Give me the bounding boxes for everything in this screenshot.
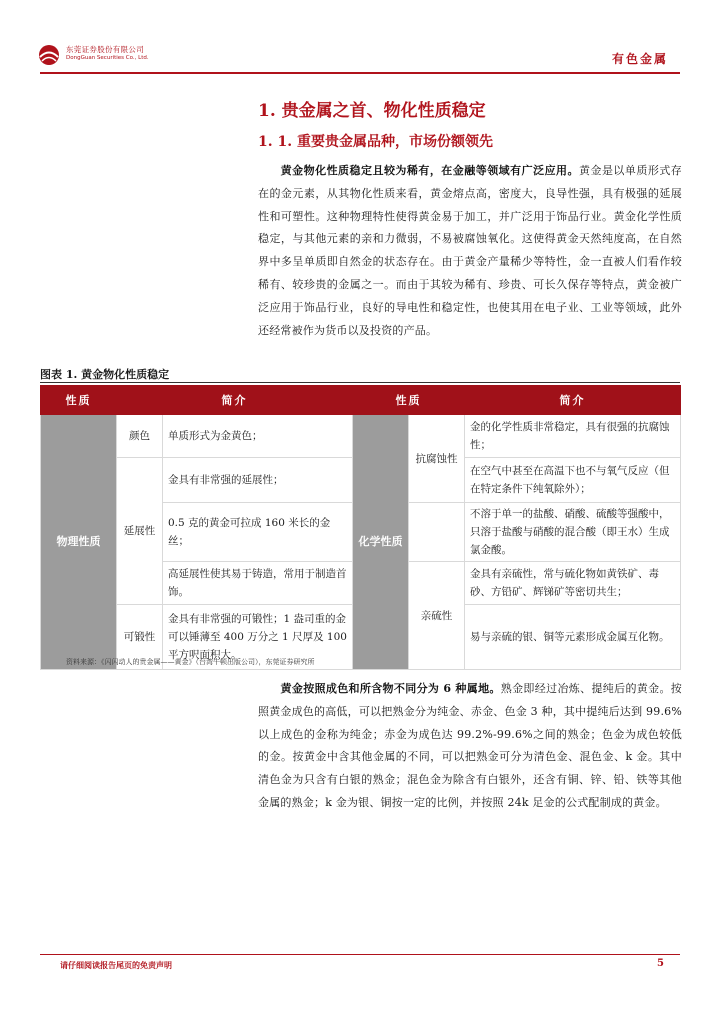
corrosion-desc: 金的化学性质非常稳定，具有很强的抗腐蚀性；	[465, 415, 681, 458]
header-divider	[40, 72, 680, 74]
header-property-right: 性质	[353, 386, 465, 415]
color-label: 颜色	[117, 415, 163, 458]
page-number: 5	[657, 958, 664, 969]
intro-paragraph	[258, 160, 682, 342]
header-desc-left: 简介	[117, 386, 353, 415]
ductility-desc: 0.5 克的黄金可拉成 160 米长的金丝；	[163, 503, 353, 562]
ductility-desc: 高延展性使其易于铸造，常用于制造首饰。	[163, 562, 353, 605]
table-header-row	[41, 386, 681, 415]
corrosion-desc: 不溶于单一的盐酸、硝酸、硫酸等强酸中，只溶于盐酸与硝酸的混合酸（即王水）生成氯金酸。	[465, 503, 681, 562]
properties-table	[40, 385, 681, 670]
company-logo-icon	[36, 42, 62, 68]
page-header	[0, 0, 724, 80]
intro-lead: 黄金物化性质稳定且较为稀有，在金融等领域有广泛应用。	[280, 164, 579, 177]
color-desc: 单质形式为金黄色；	[163, 415, 353, 458]
classification-paragraph	[258, 678, 682, 815]
category-chemical: 化学性质	[353, 415, 409, 670]
sector-label: 有色金属	[611, 52, 668, 66]
figure-divider	[40, 382, 680, 383]
company-name-cn: 东莞证券股份有限公司	[66, 45, 144, 54]
sulfur-label: 亲硫性	[409, 562, 465, 670]
category-physical: 物理性质	[41, 415, 117, 670]
malleability-label: 可锻性	[117, 605, 163, 670]
sulfur-desc: 易与亲硫的银、铜等元素形成金属互化物。	[465, 605, 681, 670]
ductility-desc: 金具有非常强的延展性；	[163, 458, 353, 503]
sulfur-desc: 金具有亲硫性，常与硫化物如黄铁矿、毒砂、方铅矿、辉锑矿等密切共生；	[465, 562, 681, 605]
section-heading: 1. 贵金属之首、物化性质稳定	[258, 101, 486, 121]
classification-body: 熟金即经过冶炼、提纯后的黄金。按照黄金成色的高低，可以把熟金分为纯金、赤金、色金 3 种，其中提纯后达到 99.6%以上成色的金称为纯金；赤金为成色达 99.2%-99.6%之间的熟金；色金为成色较低的金。按黄金中含其他金属的不同，可以把熟金可分为清色金、混色金、k 金。其中清色金为只含有白银的熟金；混色金为除含有白银外，还含有铜、锌、铅、铁等其他金属的熟金；k 金为银、铜按一定的比例，并按照 24k 足金的公式配制成的黄金。	[258, 682, 682, 809]
table-row	[41, 415, 681, 458]
intro-body: 黄金是以单质形式存在的金元素，从其物化性质来看，黄金熔点高，密度大，良导性强，具有极强的延展性和可塑性。这种物理特性使得黄金易于加工，并广泛用于饰品行业。黄金化学性质稳定，与其他元素的亲和力微弱，不易被腐蚀氧化。这使得黄金天然纯度高，在自然界中多呈单质即自然金的状态存在。由于黄金产量稀少等特性，金一直被人们看作较稀有、较珍贵的金属之一。而由于其较为稀有、珍贵、可长久保存等特点，黄金被广泛应用于饰品行业，良好的导电性和稳定性，也使其用在电子业、工业等领域，此外还经常被作为货币以及投资的产品。	[258, 164, 682, 337]
disclaimer-note: 请仔细阅读报告尾页的免责声明	[60, 960, 172, 970]
corrosion-label: 抗腐蚀性	[409, 415, 465, 503]
figure-source: 资料来源：《闪闪动人的贵金属——黄金》（台湾牛顿出版公司），东莞证券研究所	[66, 658, 315, 666]
corrosion-desc: 在空气中甚至在高温下也不与氧气反应（但在特定条件下纯氧除外）；	[465, 458, 681, 503]
subsection-heading: 1. 1. 重要贵金属品种，市场份额领先	[258, 134, 493, 150]
footer-divider	[40, 954, 680, 955]
header-property-left: 性质	[41, 386, 117, 415]
header-desc-right: 简介	[465, 386, 681, 415]
ductility-label: 延展性	[117, 458, 163, 605]
classification-lead: 黄金按照成色和所含物不同分为 6 种属地。	[280, 682, 501, 695]
company-name-en: DongGuan Securities Co., Ltd.	[66, 55, 149, 61]
figure-title: 图表 1. 黄金物化性质稳定	[40, 368, 170, 381]
malleability-desc: 金具有非常强的可锻性；1 盎司重的金可以锤薄至 400 万分之 1 尺厚及 100 平方呎面积大。	[163, 605, 353, 670]
